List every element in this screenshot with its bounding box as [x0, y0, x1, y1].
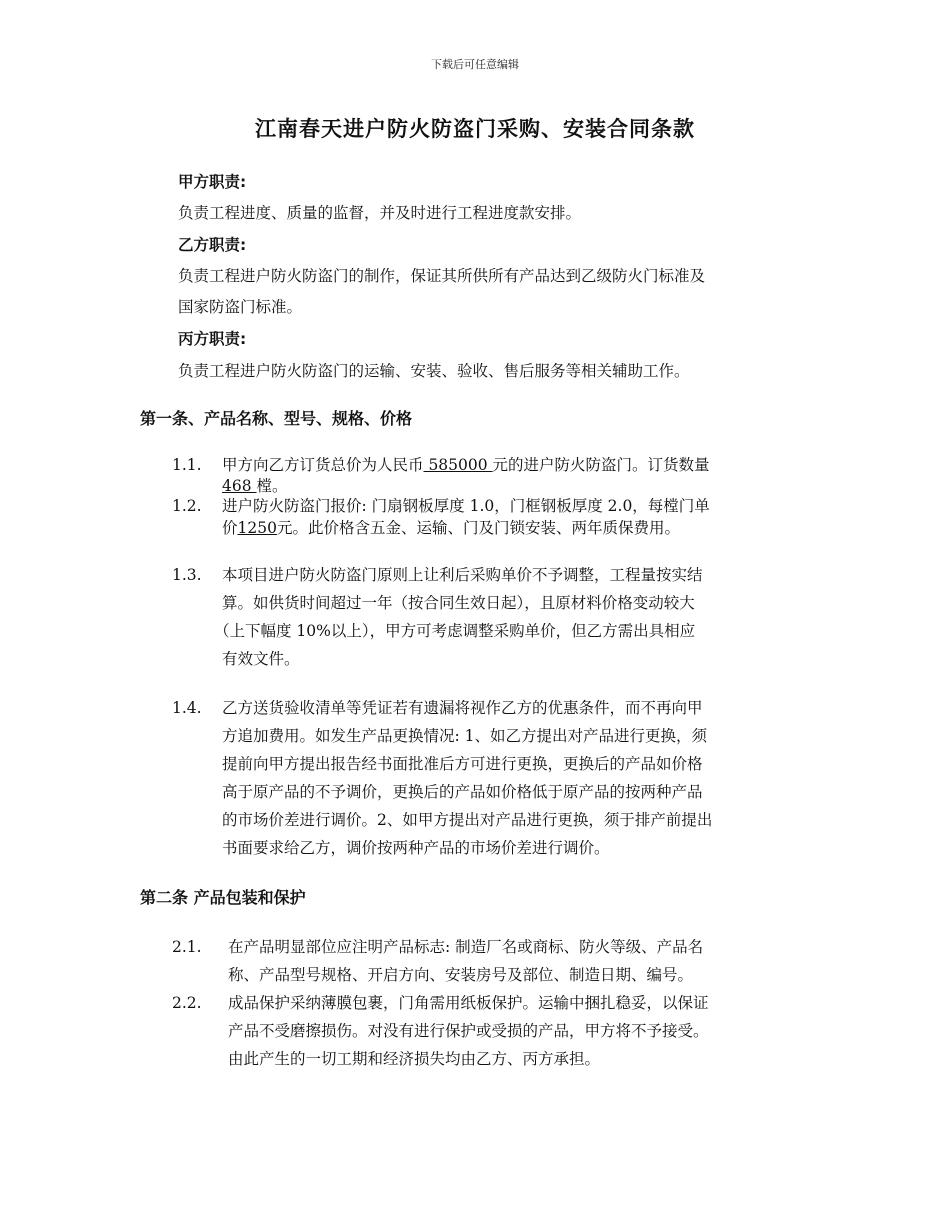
- clause-2-2-line1: 成品保护采纳薄膜包裹，门角需用纸板保护。运输中捆扎稳妥，以保证: [228, 994, 709, 1012]
- party-c-duty-label: 丙方职责:: [178, 330, 247, 348]
- clause-1-1-line1: [222, 455, 710, 475]
- clause-1-1-unit: 樘。: [256, 477, 288, 495]
- clause-1-4-line2: 方追加费用。如发生产品更换情况: 1、如乙方提出对产品进行更换，须: [222, 727, 708, 745]
- clause-2-1-number: 2.1.: [172, 938, 202, 956]
- clause-1-3-number: 1.3.: [172, 566, 202, 584]
- clause-1-1-text-a: 甲方向乙方订货总价为人民币: [222, 456, 424, 474]
- clause-1-1-number: 1.1.: [172, 456, 202, 474]
- party-a-duty-label: 甲方职责:: [178, 173, 247, 191]
- clause-1-2-number: 1.2.: [172, 497, 202, 515]
- clause-1-4-line4: 高于原产品的不予调价，更换后的产品如价格低于原产品的按两种产品: [222, 783, 703, 801]
- party-b-duty-text-line2: 国家防盗门标准。: [178, 298, 303, 316]
- clause-1-1-text-b: 元的进户防火防盗门。订货数量: [492, 456, 710, 474]
- party-a-duty-text: 负责工程进度、质量的监督，并及时进行工程进度款安排。: [178, 204, 582, 222]
- clause-2-1-line2: 称、产品型号规格、开启方向、安装房号及部位、制造日期、编号。: [228, 966, 694, 984]
- order-quantity: 468: [222, 477, 257, 495]
- clause-1-4-line5: 的市场价差进行调价。2、如甲方提出对产品进行更换，须于排产前提出: [222, 811, 713, 829]
- party-b-duty-label: 乙方职责:: [178, 236, 247, 254]
- clause-2-2-line3: 由此产生的一切工期和经济损失均由乙方、丙方承担。: [228, 1050, 601, 1068]
- clause-2-2-line2: 产品不受磨擦损伤。对没有进行保护或受损的产品，甲方将不予接受。: [228, 1022, 709, 1040]
- clause-1-4-line6: 书面要求给乙方，调价按两种产品的市场价差进行调价。: [222, 839, 610, 857]
- clause-1-3-line4: 有效文件。: [222, 650, 300, 668]
- unit-price: 1250: [237, 519, 277, 537]
- clause-2-1-line1: 在产品明显部位应注明产品标志: 制造厂名或商标、防火等级、产品名: [228, 938, 704, 956]
- clause-1-4-number: 1.4.: [172, 699, 202, 717]
- clause-1-2-line1: 进户防火防盗门报价: 门扇钢板厚度 1.0，门框钢板厚度 2.0，每樘门单: [222, 497, 710, 515]
- clause-1-2-text-b: 元。此价格含五金、运输、门及门锁安装、两年质保费用。: [276, 519, 680, 537]
- clause-1-2-line2: [222, 514, 680, 543]
- clause-1-3-line2: 算。如供货时间超过一年（按合同生效日起），且原材料价格变动较大: [222, 594, 695, 612]
- clause-1-3-line3: （上下幅度 10%以上），甲方可考虑调整采购单价，但乙方需出具相应: [214, 622, 696, 640]
- article2-heading: 第二条 产品包装和保护: [140, 888, 306, 907]
- party-c-duty-text: 负责工程进户防火防盗门的运输、安装、验收、售后服务等相关辅助工作。: [178, 362, 690, 380]
- clause-1-4-line3: 提前向甲方提出报告经书面批准后方可进行更换，更换后的产品如价格: [222, 755, 703, 773]
- document-title: 江南春天进户防火防盗门采购、安装合同条款: [255, 117, 695, 141]
- order-total-amount: 585000: [423, 456, 493, 474]
- header-note: 下载后可任意编辑: [431, 58, 519, 71]
- clause-1-2-text-a: 价: [222, 519, 238, 537]
- clause-1-3-line1: 本项目进户防火防盗门原则上让利后采购单价不予调整，工程量按实结: [222, 566, 703, 584]
- clause-1-4-line1: 乙方送货验收清单等凭证若有遗漏将视作乙方的优惠条件，而不再向甲: [222, 699, 703, 717]
- clause-2-2-number: 2.2.: [172, 994, 202, 1012]
- party-b-duty-text-line1: 负责工程进户防火防盗门的制作，保证其所供所有产品达到乙级防火门标准及: [178, 267, 706, 285]
- article1-heading: 第一条、产品名称、型号、规格、价格: [140, 409, 413, 428]
